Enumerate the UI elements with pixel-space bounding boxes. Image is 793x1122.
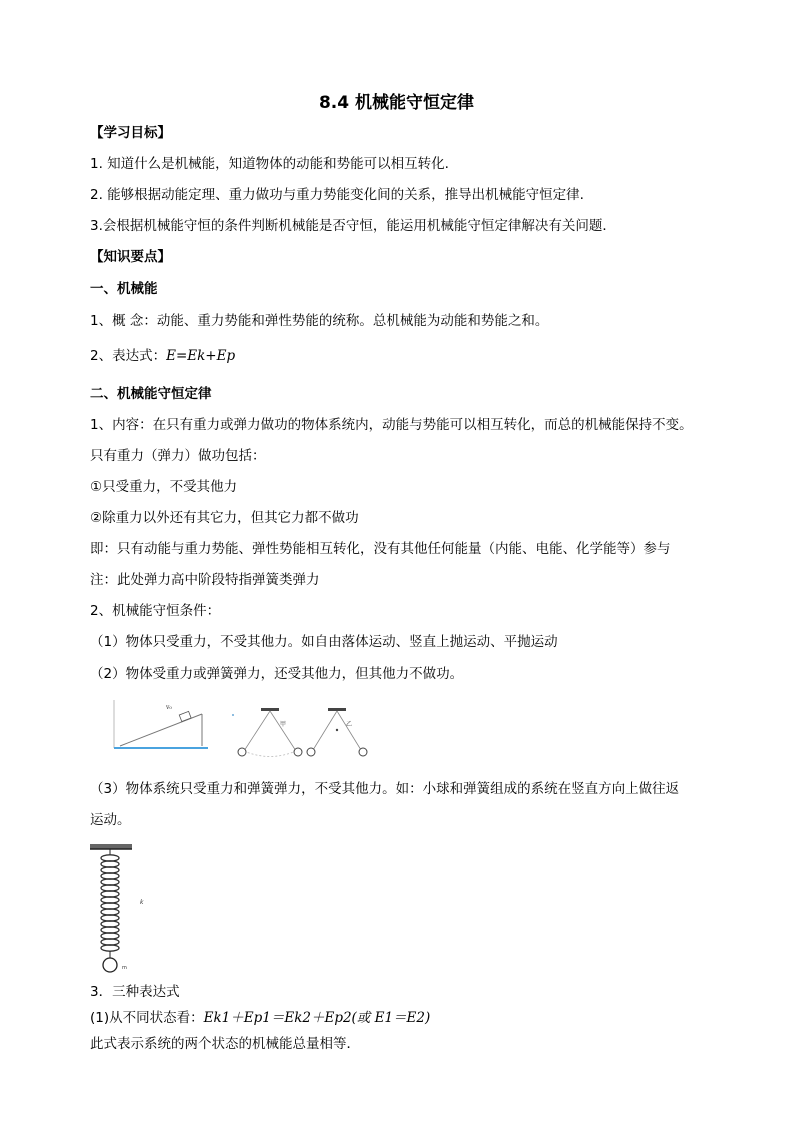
incline-figure [114, 700, 208, 748]
incline-label: v₀ [166, 704, 172, 711]
condition-3b: 运动。 [90, 812, 131, 828]
form-1-formula: Ek1＋Ep1＝Ek2＋Ep2(或 E1＝E2) [203, 1010, 431, 1026]
part1-header: 一、机械能 [90, 281, 158, 297]
expression-formula: E=Ek+Ep [166, 348, 236, 364]
goals-header: 【学习目标】 [90, 125, 171, 141]
condition-2: （2）物体受重力或弹簧弹力，还受其他力，但其他力不做功。 [90, 666, 464, 682]
pendulum-label-2: 乙 [346, 721, 353, 728]
page-title: 8.4 机械能守恒定律 [318, 93, 475, 113]
spring-label: k [140, 899, 144, 906]
namely-text: 即：只有动能与重力势能、弹性势能相互转化，没有其他任何能量（内能、电能、化学能等）参与 [90, 541, 671, 557]
knowledge-header: 【知识要点】 [90, 249, 171, 265]
case-1: ①只受重力，不受其他力 [90, 479, 238, 495]
goal-2: 2. 能够根据动能定理、重力做功与重力势能变化间的关系，推导出机械能守恒定律. [90, 187, 584, 203]
pendulum-figure-1 [232, 708, 302, 757]
form-1-desc: 此式表示系统的两个状态的机械能总量相等． [90, 1036, 360, 1052]
case-2: ②除重力以外还有其它力，但其它力都不做功 [90, 510, 359, 526]
expression-label: 2、表达式： [90, 348, 167, 364]
condition-3a: （3）物体系统只受重力和弹簧弹力，不受其他力。如：小球和弹簧组成的系统在竖直方向上做往返 [90, 781, 680, 797]
condition-1: （1）物体只受重力，不受其他力。如自由落体运动、竖直上抛运动、平抛运动 [90, 634, 558, 650]
spring-figure [88, 842, 144, 974]
part2-header: 二、机械能守恒定律 [90, 386, 212, 402]
concept-text: 1、概 念：动能、重力势能和弹性势能的统称。总机械能为动能和势能之和。 [90, 313, 549, 329]
pendulum-label-1: 甲 [280, 721, 287, 728]
three-forms-header: 3．三种表达式 [90, 984, 180, 1000]
condition-header: 2、机械能守恒条件： [90, 603, 221, 619]
condition-2-figures [110, 696, 370, 760]
pendulum-figure-2 [307, 708, 367, 756]
note-text: 注：此处弹力高中阶段特指弹簧类弹力 [90, 572, 320, 588]
form-1-line [90, 1009, 430, 1027]
content-text: 1、内容：在只有重力或弹力做功的物体系统内，动能与势能可以相互转化，而总的机械能保持不变。 [90, 417, 693, 433]
goal-1: 1. 知道什么是机械能，知道物体的动能和势能可以相互转化. [90, 156, 449, 172]
ball-label: m [122, 965, 127, 971]
expression-line [90, 347, 235, 365]
only-gravity-text: 只有重力（弹力）做功包括： [90, 448, 266, 464]
form-1-label: (1)从不同状态看： [90, 1010, 204, 1026]
goal-3: 3.会根据机械能守恒的条件判断机械能是否守恒，能运用机械能守恒定律解决有关问题． [90, 218, 616, 234]
